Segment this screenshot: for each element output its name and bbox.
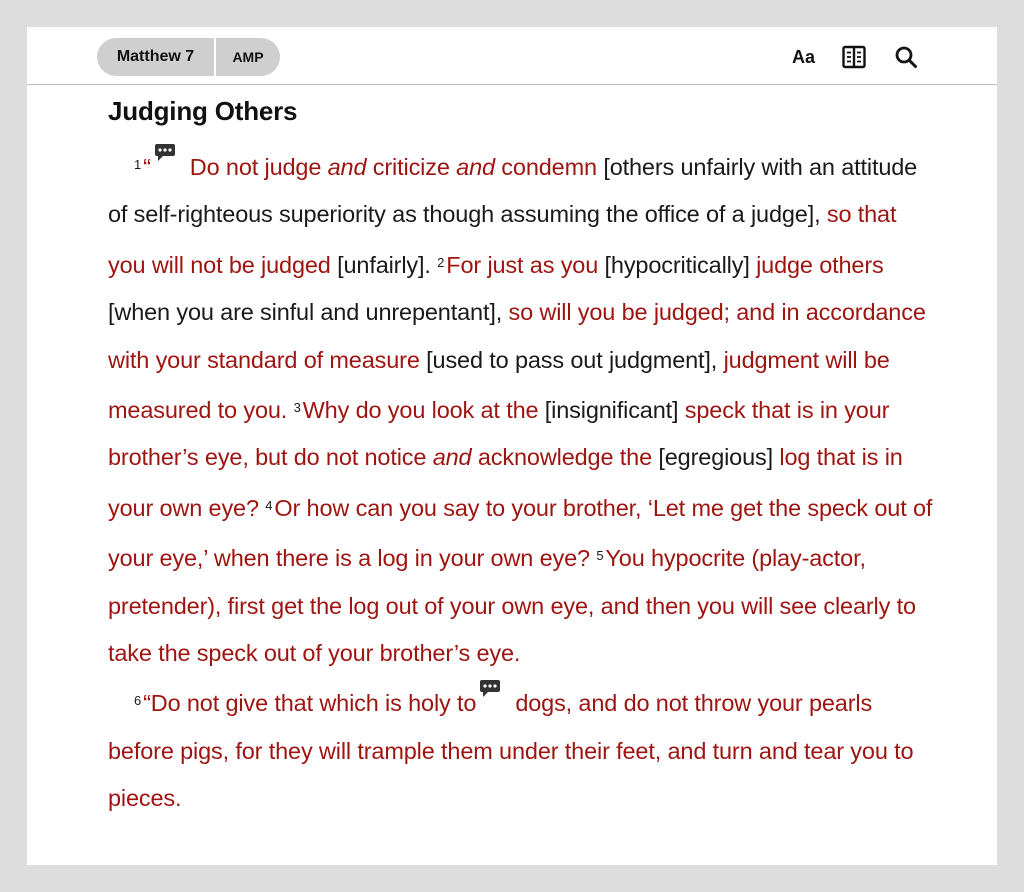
footnote-icon[interactable]	[154, 143, 176, 163]
verse-text: so will you be judged; and in accordance with your standard of measure	[108, 299, 926, 373]
verse-text: log that is in your own eye?	[108, 444, 903, 521]
reader-page	[27, 27, 997, 865]
reader-toolbar	[27, 27, 997, 85]
paragraph	[108, 677, 938, 822]
verse-text: judgment will be measured to you.	[108, 346, 890, 424]
verse-text: Do not judge	[189, 154, 328, 180]
verse-text-italic: and	[432, 444, 472, 471]
verse-text-italic: and	[327, 154, 367, 180]
toolbar-tools	[792, 44, 919, 70]
amplification-text: [egregious]	[652, 444, 780, 471]
search-icon[interactable]	[893, 44, 919, 70]
verse-text: condemn	[494, 154, 597, 180]
verse-text: You hypocrite (play-actor, pretender), first get the log out of your own eye, and then you will see clearly to take the speck out of your brother’s eye.	[108, 545, 916, 667]
verse-text: “Do not give that which is holy to	[143, 690, 477, 717]
verse-text: judge others	[756, 251, 884, 278]
verse-text: dogs, and do not throw your pearls before pigs, for they will trample them under their feet, and turn and tear you to pieces.	[108, 690, 914, 812]
amplification-text: [used to pass out judgment],	[419, 346, 724, 373]
verse-text: acknowledge the	[471, 444, 652, 471]
paragraph	[108, 141, 938, 677]
amplification-text: [others unfairly with an attitude of self-righteous superiority as though assuming the office of a judge],	[108, 154, 918, 228]
verse-number: 4	[265, 497, 273, 513]
book-chapter-button[interactable]: Matthew 7	[116, 48, 195, 65]
passage-selector	[97, 38, 280, 76]
verse-text: For just as you	[446, 251, 599, 278]
verse-number: 1	[134, 157, 142, 172]
verse-number: 2	[437, 254, 445, 270]
verse-text: so that you will not be judged	[108, 201, 897, 278]
verse-number: 3	[293, 400, 301, 416]
font-settings-button[interactable]: Aa	[791, 46, 815, 67]
section-heading: Judging Others	[108, 96, 298, 126]
verse-text-italic: and	[456, 154, 495, 180]
verse-text: “	[143, 154, 151, 180]
verse-number: 5	[596, 548, 604, 564]
amplification-text: [hypocritically]	[598, 251, 757, 278]
verse-text: Or how can you say to your brother, ‘Let me get the speck out of your eye,’ when there is a log in your own eye?	[108, 494, 933, 572]
footnote-icon[interactable]	[479, 679, 501, 699]
version-button[interactable]: AMP	[214, 38, 280, 76]
verse-text: Why do you look at the	[302, 397, 539, 424]
passage-content	[108, 94, 938, 823]
parallel-book-icon[interactable]	[841, 44, 867, 70]
verse-number: 6	[134, 693, 142, 709]
amplification-text: [unfairly].	[330, 251, 438, 278]
amplification-text: [when you are sinful and unrepentant],	[108, 299, 509, 326]
amplification-text: [insignificant]	[538, 397, 685, 424]
verse-text: speck that is in your brother’s eye, but do not notice	[108, 397, 890, 471]
verse-text: criticize	[366, 154, 457, 180]
